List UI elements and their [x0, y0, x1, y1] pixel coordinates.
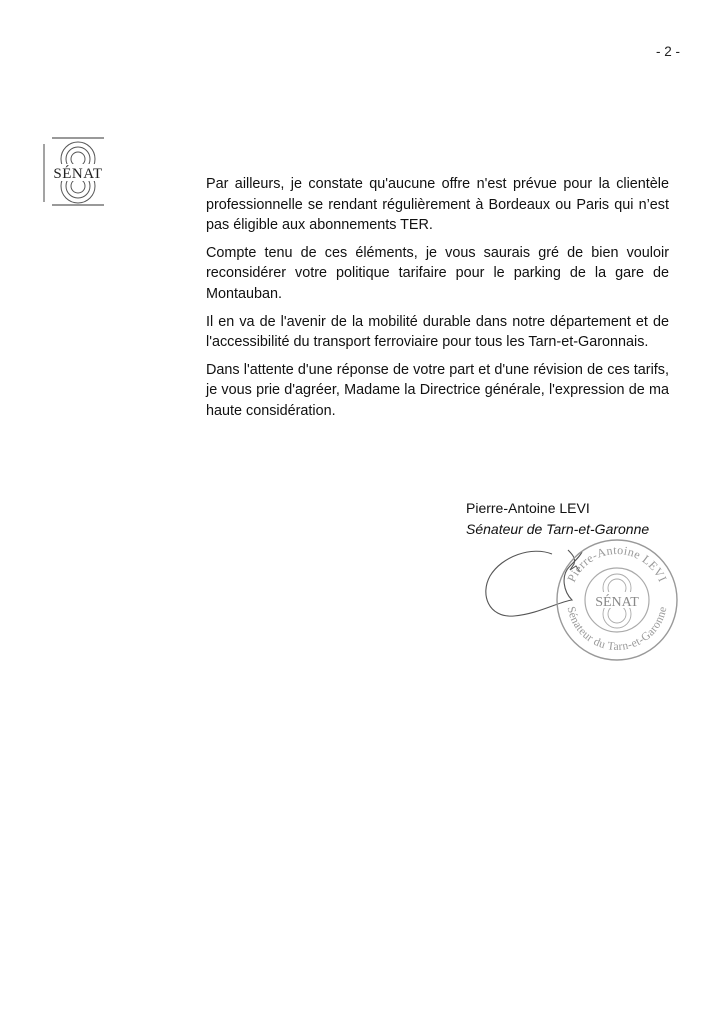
stamp-center-text: SÉNAT — [595, 595, 639, 610]
paragraph: Compte tenu de ces éléments, je vous saurais gré de bien vouloir reconsidérer votre politique tarifaire pour le parking de la gare de Montauban. — [206, 244, 669, 302]
signatory-name: Pierre-Antoine LEVI — [466, 500, 590, 516]
stamp-bottom-text: Sénateur du Tarn-et-Garonne — [564, 605, 670, 654]
letter-body — [206, 174, 669, 429]
senat-logo-text: SÉNAT — [53, 166, 103, 182]
official-stamp — [472, 530, 682, 670]
paragraph: Dans l'attente d'une réponse de votre part et d'une révision de ces tarifs, je vous prie d'agréer, Madame la Directrice générale, l'expression de ma haute considération. — [206, 361, 669, 419]
signatory-title: Sénateur de Tarn-et-Garonne — [466, 520, 650, 537]
svg-text:Sénateur du Tarn-et-Garonne — [565, 605, 670, 653]
handwritten-signature — [486, 551, 582, 616]
svg-text:Pierre-Antoine LEVI — [564, 543, 670, 584]
stamp-graphic — [472, 530, 682, 670]
senat-logo — [38, 134, 118, 210]
stamp-top-text: Pierre-Antoine LEVI — [564, 542, 670, 585]
paragraph: Par ailleurs, je constate qu'aucune offre n'est prévue pour la clientèle professionnelle se rendant régulièrement à Bordeaux ou Paris qui n’est pas éligible aux abonnements TER. — [206, 176, 669, 234]
paragraph: Il en va de l'avenir de la mobilité durable dans notre département et de l'accessibilité du transport ferroviaire pour tous les Tarn-et-Garonnais. — [206, 313, 669, 351]
senat-logo-graphic — [38, 134, 118, 210]
page-number: - 2 - — [655, 44, 680, 59]
